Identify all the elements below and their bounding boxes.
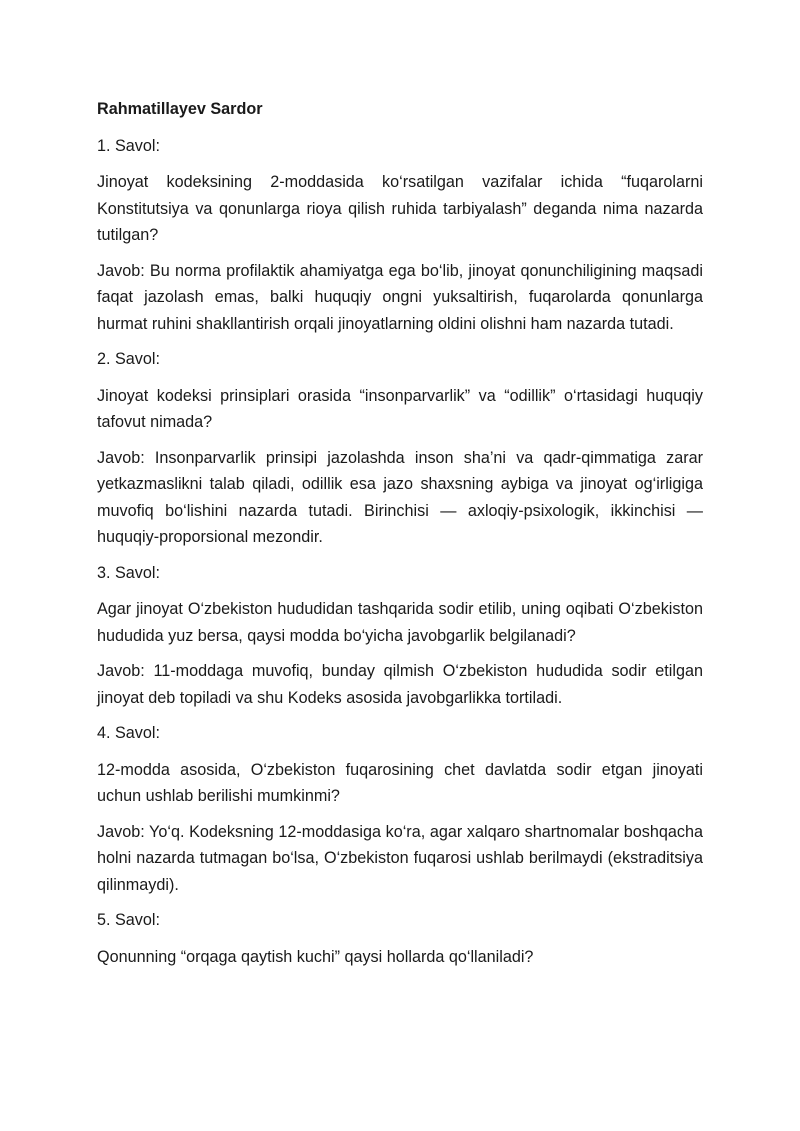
author-name: Rahmatillayev Sardor (97, 100, 263, 118)
question-label: 1. Savol: (97, 136, 160, 155)
question-text: Agar jinoyat O‘zbekiston hududidan tashqarida sodir etilib, uning oqibati O‘zbekiston hududida yuz bersa, qaysi modda bo‘yicha javobgarlik belgilanadi? (97, 600, 703, 645)
question-text: Qonunning “orqaga qaytish kuchi” qaysi hollarda qo‘llaniladi? (97, 947, 534, 966)
question-text: Jinoyat kodeksi prinsiplari orasida “insonparvarlik” va “odillik” o‘rtasidagi huquqiy tafovut nimada? (97, 386, 703, 431)
question-text: 12-modda asosida, O‘zbekiston fuqarosining chet davlatda sodir etgan jinoyati uchun ushlab berilishi mumkinmi? (97, 760, 703, 805)
question-label: 4. Savol: (97, 724, 160, 742)
question-label: 5. Savol: (97, 911, 160, 929)
question-text: Jinoyat kodeksining 2-moddasida ko‘rsatilgan vazifalar ichida “fuqarolarni Konstitutsiya va qonunlarga rioya qilish ruhida tarbiyalash” deganda nima nazarda tutilgan? (97, 173, 703, 244)
answer-text: Javob: Bu norma profilaktik ahamiyatga ega bo‘lib, jinoyat qonunchiligining maqsadi faqat jazolash emas, balki huquqiy ongni yuksaltirish, fuqarolarda qonunlarga hurmat ruhini shakllantirish orqali jinoyatlarning oldini olishni ham nazarda tutadi. (97, 261, 703, 333)
answer-text: Javob: Insonparvarlik prinsipi jazolashda inson sha’ni va qadr-qimmatiga zarar yetkazmaslikni talab qiladi, odillik esa jazo shaxsning aybiga va jinoyat og‘irligiga muvofiq bo‘lishini nazarda tutadi. Birinchisi — axloqiy-psixologik, ikkinchisi — huquqiy-proporsional mezondir. (97, 448, 703, 546)
question-label: 3. Savol: (97, 563, 160, 582)
question-label: 2. Savol: (97, 350, 160, 368)
answer-text: Javob: Yo‘q. Kodeksning 12-moddasiga ko‘ra, agar xalqaro shartnomalar boshqacha holni nazarda tutmagan bo‘lsa, O‘zbekiston fuqarosi ushlab berilmaydi (ekstraditsiya qilinmaydi). (97, 822, 703, 894)
answer-text: Javob: 11-moddaga muvofiq, bunday qilmish O‘zbekiston hududida sodir etilgan jinoyat deb topiladi va shu Kodeks asosida javobgarlikka tortiladi. (97, 662, 703, 707)
document-page (97, 96, 703, 979)
